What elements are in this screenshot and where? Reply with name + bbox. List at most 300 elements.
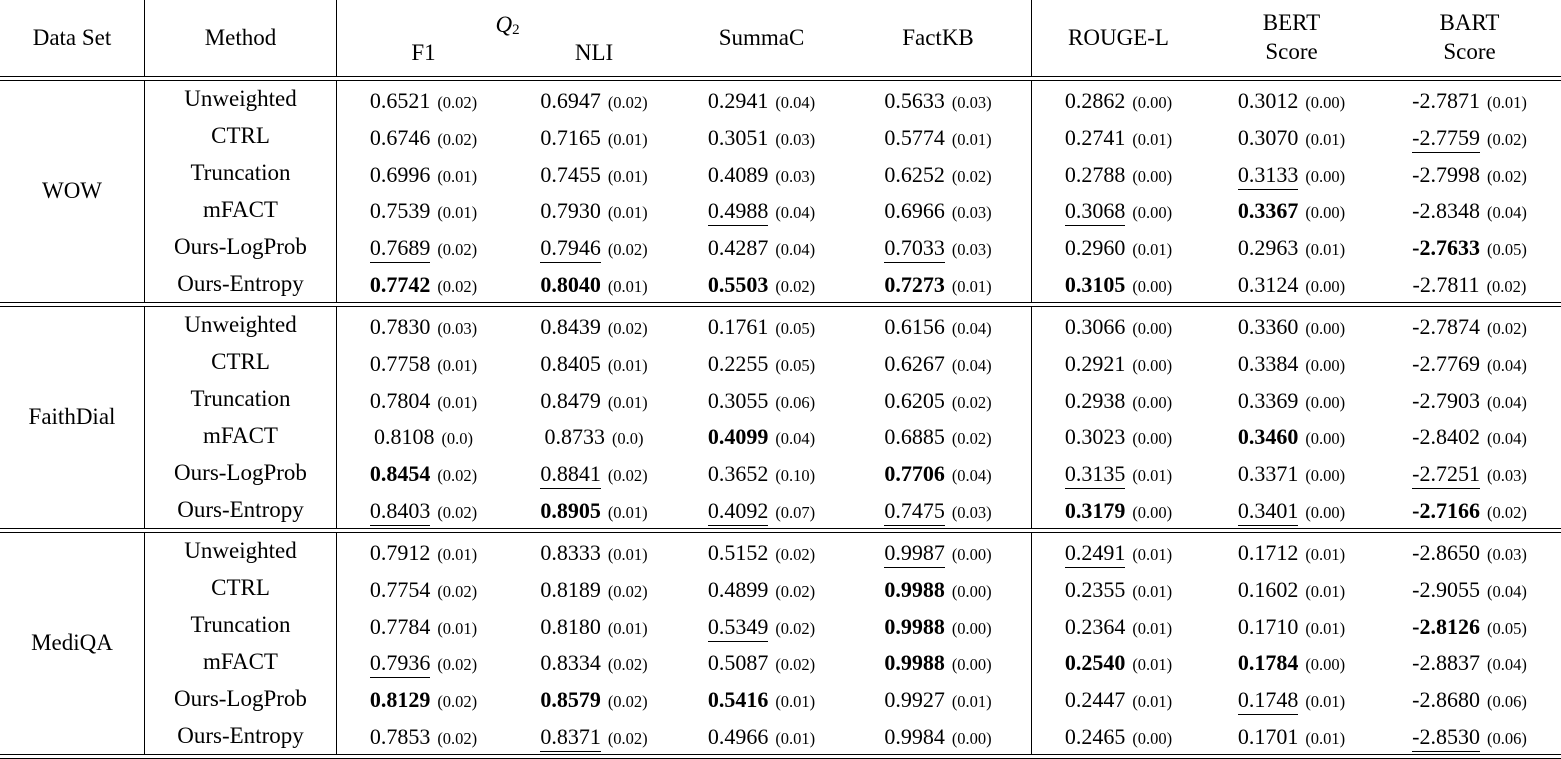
metric-value: -2.8402 (1412, 424, 1480, 450)
metric-cell (510, 643, 678, 680)
metric-cell (1032, 417, 1205, 454)
metric-sd: (0.02) (607, 692, 648, 712)
metric-sd: (0.07) (775, 503, 816, 523)
metric-cell (1205, 191, 1378, 228)
metric-cell (1378, 155, 1561, 192)
method-label: Truncation (145, 155, 337, 192)
metric-cell (1032, 191, 1205, 228)
metric-value: 0.6746 (369, 124, 431, 150)
metric-cell (337, 118, 510, 155)
metric-cell (510, 228, 678, 265)
metric-sd: (0.01) (1132, 545, 1173, 564)
metric-value: 0.3384 (1237, 350, 1299, 376)
metric-value: 0.6205 (884, 387, 945, 413)
metric-value: 0.7539 (369, 198, 431, 224)
metric-cell (1378, 228, 1561, 265)
metric-cell (678, 680, 845, 717)
method-label: Ours-Entropy (145, 717, 337, 754)
metric-sd: (0.00) (951, 729, 992, 749)
metric-value: 0.8040 (540, 272, 601, 298)
dataset-group-mediqa (0, 533, 1561, 754)
metric-cell (845, 265, 1032, 302)
metric-value: 0.9984 (884, 724, 945, 750)
dataset-group-wow (0, 81, 1561, 302)
metric-cell (1378, 307, 1561, 344)
metric-value: -2.8680 (1412, 687, 1480, 713)
metric-sd: (0.02) (607, 240, 648, 260)
metric-sd: (0.04) (1486, 355, 1527, 375)
metric-value: 0.2741 (1064, 124, 1126, 150)
metric-cell (510, 570, 678, 607)
metric-cell (1205, 607, 1378, 644)
metric-value: 0.2447 (1064, 687, 1126, 713)
metric-sd: (0.00) (951, 655, 992, 675)
metric-sd: (0.01) (1132, 466, 1173, 486)
metric-value: 0.3652 (707, 461, 769, 487)
metric-value: 0.7758 (369, 350, 431, 376)
metric-sd: (0.01) (775, 729, 816, 749)
method-label: Ours-LogProb (145, 680, 337, 717)
metric-sd: (0.03) (437, 319, 478, 338)
metric-sd: (0.02) (437, 655, 478, 675)
method-label: mFACT (145, 191, 337, 228)
metric-cell (510, 717, 678, 754)
metric-value: 0.8189 (540, 576, 601, 602)
metric-cell (337, 344, 510, 381)
metric-sd: (0.02) (607, 581, 648, 601)
metric-value: 0.4099 (707, 424, 769, 450)
metric-sd: (0.02) (1486, 503, 1527, 523)
metric-value: 0.7273 (884, 272, 945, 298)
metric-value: 0.7033 (884, 235, 945, 263)
metric-sd: (0.00) (1305, 93, 1346, 112)
metric-cell (845, 118, 1032, 155)
metric-sd: (0.04) (1486, 429, 1527, 449)
metric-cell (1378, 643, 1561, 680)
metric-cell (1032, 265, 1205, 302)
metric-value: 0.2862 (1064, 88, 1126, 113)
header-factkb: FactKB (845, 0, 1032, 76)
metric-sd: (0.02) (951, 429, 992, 449)
q2-symbol: Q (495, 12, 513, 37)
metric-value: 0.7475 (884, 498, 945, 526)
metric-cell (337, 81, 510, 118)
metric-cell (1205, 155, 1378, 192)
metric-value: 0.7742 (369, 272, 431, 298)
metric-cell (510, 307, 678, 344)
metric-cell (337, 643, 510, 680)
metric-sd: (0.02) (437, 729, 478, 749)
metric-sd: (0.05) (775, 355, 816, 375)
metric-cell (845, 643, 1032, 680)
metric-cell (678, 607, 845, 644)
metric-value: -2.7903 (1412, 387, 1480, 413)
dataset-label: FaithDial (0, 307, 145, 528)
metric-sd: (0.01) (437, 545, 478, 564)
metric-value: 0.8403 (370, 498, 431, 526)
metric-sd: (0.00) (1132, 277, 1173, 297)
metric-value: -2.7769 (1412, 350, 1480, 376)
metric-cell (1032, 717, 1205, 754)
metric-sd: (0.00) (1305, 503, 1346, 523)
metric-value: 0.6521 (369, 88, 431, 113)
metric-sd: (0.02) (437, 466, 478, 486)
method-label: Unweighted (145, 81, 337, 118)
metric-sd: (0.01) (1132, 581, 1173, 601)
metric-sd: (0.01) (437, 203, 478, 223)
metric-sd: (0.01) (1305, 692, 1346, 712)
metric-value: 0.7930 (540, 198, 601, 224)
metric-value: 0.3367 (1237, 198, 1299, 224)
metric-cell (845, 607, 1032, 644)
metric-sd: (0.04) (951, 355, 992, 375)
metric-value: 0.9988 (884, 576, 945, 602)
metric-value: -2.7633 (1412, 235, 1480, 261)
metric-sd: (0.01) (437, 355, 478, 375)
metric-sd: (0.01) (1305, 729, 1346, 749)
metric-cell (1378, 118, 1561, 155)
metric-value: 0.9927 (884, 687, 945, 713)
metric-sd: (0.05) (1486, 240, 1527, 260)
metric-cell (845, 191, 1032, 228)
metric-cell (1032, 344, 1205, 381)
metric-sd: (0.00) (951, 581, 992, 601)
metric-value: 0.4899 (707, 576, 769, 602)
metric-value: 0.2921 (1064, 350, 1126, 376)
metric-value: 0.6267 (884, 350, 945, 376)
metric-sd: (0.00) (951, 618, 992, 638)
metric-sd: (0.06) (1486, 729, 1527, 749)
metric-value: 0.8129 (369, 687, 431, 713)
method-label: Ours-Entropy (145, 491, 337, 528)
metric-value: 0.7689 (370, 235, 431, 263)
metric-value: 0.2963 (1237, 235, 1299, 261)
metric-sd: (0.00) (1132, 319, 1173, 338)
metric-value: 0.1748 (1238, 687, 1299, 715)
metric-sd: (0.00) (1305, 203, 1346, 223)
metric-value: 0.5633 (884, 88, 945, 113)
metric-value: 0.8333 (540, 540, 601, 565)
method-label: Ours-LogProb (145, 454, 337, 491)
metric-cell (510, 454, 678, 491)
metric-value: 0.3135 (1065, 461, 1126, 489)
metric-sd: (0.02) (437, 581, 478, 601)
metric-sd: (0.01) (951, 277, 992, 297)
metric-value: 0.2540 (1064, 650, 1126, 676)
metric-cell (1205, 381, 1378, 418)
metric-cell (1205, 570, 1378, 607)
metric-cell (510, 118, 678, 155)
metric-sd: (0.01) (1305, 618, 1346, 638)
metric-cell (1205, 81, 1378, 118)
metric-sd: (0.02) (951, 392, 992, 412)
metric-cell (845, 533, 1032, 570)
metric-value: 0.7912 (369, 540, 431, 565)
metric-sd: (0.03) (951, 503, 992, 523)
metric-value: 0.3066 (1064, 314, 1126, 339)
metric-value: 0.7853 (369, 724, 431, 750)
metric-value: 0.3360 (1237, 314, 1299, 339)
metric-value: 0.4988 (708, 198, 769, 226)
metric-sd: (0.00) (1305, 355, 1346, 375)
metric-value: 0.5087 (707, 650, 769, 676)
metric-cell (1205, 643, 1378, 680)
method-label: Truncation (145, 381, 337, 418)
metric-cell (1205, 265, 1378, 302)
metric-sd: (0.04) (775, 240, 816, 260)
metric-cell (678, 307, 845, 344)
metric-sd: (0.01) (1305, 545, 1346, 564)
metric-value: 0.2788 (1064, 161, 1126, 187)
metric-cell (1032, 643, 1205, 680)
metric-value: 0.5349 (708, 614, 769, 642)
metric-cell (337, 191, 510, 228)
metric-sd: (0.02) (775, 618, 816, 638)
metric-cell (1032, 307, 1205, 344)
metric-value: 0.1710 (1237, 613, 1299, 639)
metric-sd: (0.06) (1486, 692, 1527, 712)
metric-sd: (0.02) (607, 729, 648, 749)
metric-sd: (0.01) (607, 545, 648, 564)
metric-value: 0.6252 (884, 161, 945, 187)
metric-cell (337, 680, 510, 717)
metric-cell (678, 81, 845, 118)
metric-sd: (0.01) (1305, 581, 1346, 601)
metric-cell (1378, 191, 1561, 228)
metric-sd: (0.01) (1132, 129, 1173, 149)
metric-cell (845, 417, 1032, 454)
metric-cell (337, 307, 510, 344)
metric-cell (337, 717, 510, 754)
metric-value: 0.5416 (707, 687, 769, 713)
metric-cell (1378, 81, 1561, 118)
metric-value: 0.4092 (708, 498, 769, 526)
metric-sd: (0.02) (607, 655, 648, 675)
metric-sd: (0.00) (1305, 466, 1346, 486)
metric-sd: (0.02) (775, 581, 816, 601)
method-label: Ours-Entropy (145, 265, 337, 302)
header-f1: F1 (411, 40, 436, 65)
dataset-group-faithdial (0, 307, 1561, 528)
metric-sd: (0.00) (1305, 166, 1346, 186)
metric-value: 0.7706 (884, 461, 945, 487)
header-bart-score (1378, 0, 1561, 76)
metric-value: 0.2491 (1065, 540, 1126, 568)
metric-value: 0.2941 (707, 88, 769, 113)
metric-value: 0.3055 (707, 387, 769, 413)
metric-sd: (0.04) (775, 93, 816, 112)
metric-sd: (0.04) (775, 429, 816, 449)
metric-value: 0.9988 (884, 650, 945, 676)
metric-value: 0.8439 (540, 314, 601, 339)
metric-value: 0.4089 (707, 161, 769, 187)
metric-cell (1032, 454, 1205, 491)
metric-cell (1032, 118, 1205, 155)
metric-sd: (0.00) (1132, 203, 1173, 223)
metric-sd: (0.04) (951, 319, 992, 338)
metric-value: 0.2465 (1064, 724, 1126, 750)
header-q2 (337, 0, 678, 38)
metric-value: 0.7165 (540, 124, 601, 150)
metric-sd: (0.01) (775, 692, 816, 712)
metric-sd: (0.02) (951, 166, 992, 186)
metric-cell (1205, 717, 1378, 754)
metric-value: 0.3371 (1237, 461, 1299, 487)
metric-sd: (0.03) (1486, 466, 1527, 486)
metric-cell (845, 81, 1032, 118)
metric-value: 0.4966 (707, 724, 769, 750)
metric-sd: (0.00) (1305, 277, 1346, 297)
metric-sd: (0.00) (1132, 355, 1173, 375)
metric-sd: (0.05) (775, 319, 816, 338)
metric-cell (678, 265, 845, 302)
metric-value: 0.7804 (369, 387, 431, 413)
metric-sd: (0.04) (1486, 581, 1527, 601)
metric-cell (1378, 454, 1561, 491)
metric-cell (510, 533, 678, 570)
metric-value: 0.5503 (707, 272, 769, 298)
metric-cell (1205, 533, 1378, 570)
metric-sd: (0.03) (775, 166, 816, 186)
header-bert-line2: Score (1265, 39, 1318, 64)
metric-value: 0.3068 (1065, 198, 1126, 226)
metric-value: 0.7946 (540, 235, 601, 263)
metric-cell (1032, 491, 1205, 528)
metric-cell (510, 491, 678, 528)
metric-sd: (0.00) (1305, 655, 1346, 675)
metric-value: -2.7998 (1412, 161, 1480, 187)
metric-sd: (0.01) (1132, 618, 1173, 638)
metric-cell (1378, 491, 1561, 528)
metric-sd: (0.01) (437, 618, 478, 638)
metric-sd: (0.01) (1486, 93, 1527, 112)
metric-sd: (0.04) (1486, 655, 1527, 675)
metric-sd: (0.01) (607, 166, 648, 186)
metric-cell (845, 228, 1032, 265)
method-label: Truncation (145, 607, 337, 644)
metric-cell (1032, 81, 1205, 118)
metric-value: -2.7251 (1412, 461, 1480, 489)
metric-value: -2.9055 (1412, 576, 1480, 602)
metric-value: 0.2364 (1064, 613, 1126, 639)
metric-value: 0.8479 (540, 387, 601, 413)
method-label: CTRL (145, 344, 337, 381)
metric-cell (1378, 680, 1561, 717)
metric-value: 0.9988 (884, 613, 945, 639)
metric-cell (678, 228, 845, 265)
metric-cell (845, 717, 1032, 754)
metric-value: -2.8837 (1412, 650, 1480, 676)
header-summac: SummaC (718, 25, 805, 50)
metric-cell (1378, 344, 1561, 381)
metric-cell (1378, 381, 1561, 418)
metric-cell (510, 265, 678, 302)
metric-cell (845, 680, 1032, 717)
metric-sd: (0.0) (611, 429, 644, 449)
header-bert-score (1205, 0, 1378, 76)
metric-value: -2.7811 (1412, 272, 1480, 298)
metric-sd: (0.00) (1132, 93, 1173, 112)
metric-cell (1378, 717, 1561, 754)
metric-sd: (0.01) (607, 503, 648, 523)
metric-sd: (0.00) (951, 545, 992, 564)
metric-sd: (0.02) (437, 240, 478, 260)
metric-value: 0.8841 (540, 461, 601, 489)
metric-cell (1205, 307, 1378, 344)
metric-cell (1032, 607, 1205, 644)
metric-cell (845, 344, 1032, 381)
metric-cell (845, 381, 1032, 418)
metric-value: 0.3133 (1238, 162, 1299, 190)
metric-value: 0.5774 (884, 124, 945, 150)
metric-cell (337, 381, 510, 418)
metric-value: 0.3401 (1238, 498, 1299, 526)
metric-sd: (0.04) (1486, 203, 1527, 223)
metric-sd: (0.04) (1486, 392, 1527, 412)
header-dataset: Data Set (0, 0, 145, 76)
metric-value: 0.6996 (369, 161, 431, 187)
metric-value: 0.3051 (707, 124, 769, 150)
metric-sd: (0.02) (437, 692, 478, 712)
metric-cell (845, 454, 1032, 491)
metric-sd: (0.03) (1486, 545, 1527, 564)
metric-cell (678, 491, 845, 528)
metric-value: -2.8650 (1412, 540, 1480, 565)
metric-sd: (0.01) (1305, 129, 1346, 149)
metric-value: 0.2255 (707, 350, 769, 376)
metric-cell (1205, 344, 1378, 381)
metric-sd: (0.02) (1486, 166, 1527, 186)
metric-value: 0.3179 (1064, 498, 1126, 524)
metric-cell (337, 417, 510, 454)
metric-sd: (0.02) (437, 129, 478, 149)
method-label: mFACT (145, 417, 337, 454)
metric-sd: (0.02) (775, 277, 816, 297)
metric-cell (1032, 680, 1205, 717)
metric-sd: (0.0) (441, 429, 474, 449)
metric-sd: (0.01) (1132, 692, 1173, 712)
metric-cell (1032, 228, 1205, 265)
metric-cell (510, 381, 678, 418)
metric-cell (1205, 417, 1378, 454)
metric-sd: (0.01) (607, 203, 648, 223)
metric-sd: (0.01) (951, 129, 992, 149)
table-header (0, 0, 1561, 76)
metric-cell (337, 491, 510, 528)
metric-value: 0.7830 (369, 314, 431, 339)
metric-value: 0.8180 (540, 613, 601, 639)
header-bart-line2: Score (1443, 39, 1496, 64)
method-label: CTRL (145, 570, 337, 607)
metric-value: 0.8334 (540, 650, 601, 676)
metric-cell (337, 570, 510, 607)
metric-cell (678, 417, 845, 454)
metric-value: 0.9987 (884, 540, 945, 568)
metric-sd: (0.02) (437, 93, 478, 112)
metric-cell (678, 570, 845, 607)
method-label: Ours-LogProb (145, 228, 337, 265)
metric-sd: (0.01) (607, 618, 648, 638)
metric-cell (678, 155, 845, 192)
header-method: Method (145, 0, 337, 76)
metric-sd: (0.02) (775, 545, 816, 564)
method-label: Unweighted (145, 533, 337, 570)
metric-sd: (0.03) (775, 129, 816, 149)
metric-value: 0.3369 (1237, 387, 1299, 413)
metric-value: -2.7871 (1412, 88, 1480, 113)
dataset-label: MediQA (0, 533, 145, 754)
metric-cell (678, 118, 845, 155)
